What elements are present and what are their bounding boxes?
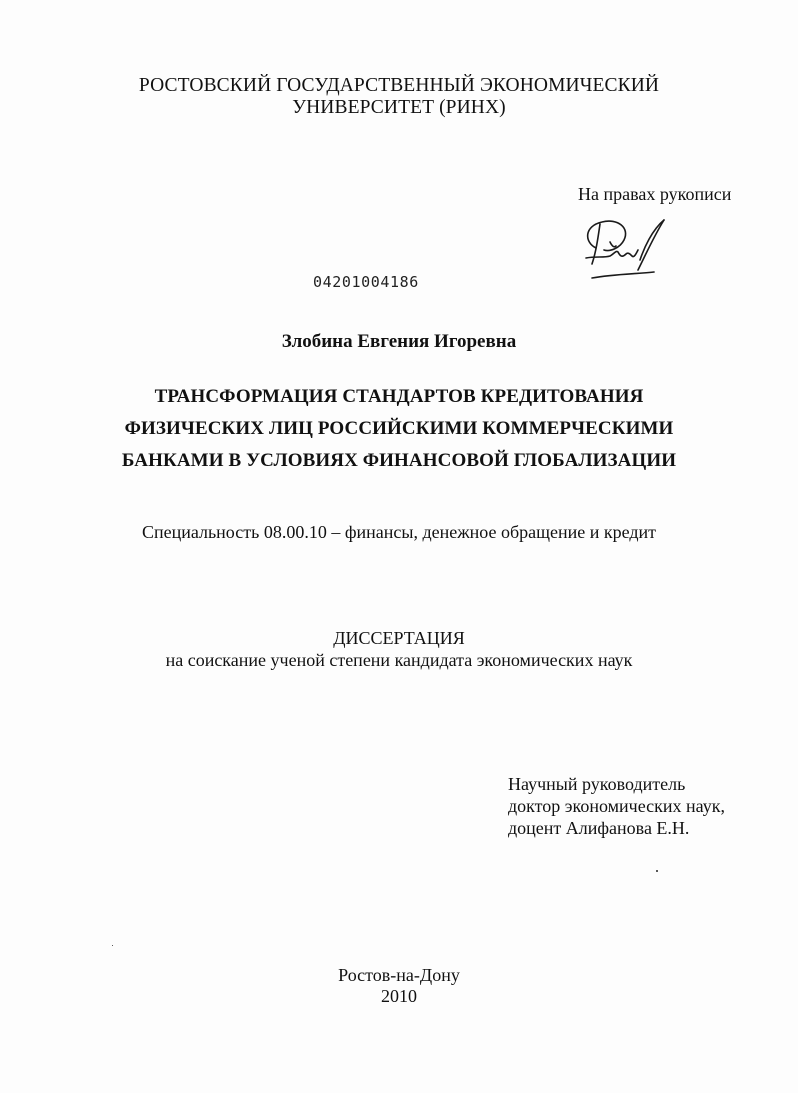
dissertation-purpose: на соискание ученой степени кандидата экономических наук (165, 650, 633, 670)
thesis-title-line3: БАНКАМИ В УСЛОВИЯХ ФИНАНСОВОЙ ГЛОБАЛИЗАЦИИ (121, 450, 677, 471)
thesis-title-line2: ФИЗИЧЕСКИХ ЛИЦ РОССИЙСКИМИ КОММЕРЧЕСКИМИ (124, 418, 674, 439)
author-name: Злобина Евгения Игоревна (281, 331, 517, 352)
author-signature (574, 212, 670, 284)
dissertation-type: ДИССЕРТАЦИЯ (333, 628, 465, 648)
thesis-title-line1: ТРАНСФОРМАЦИЯ СТАНДАРТОВ КРЕДИТОВАНИЯ (154, 386, 644, 407)
library-inventory-number: 04201004186 (313, 273, 419, 291)
university-name-line1: РОСТОВСКИЙ ГОСУДАРСТВЕННЫЙ ЭКОНОМИЧЕСКИЙ (138, 75, 660, 96)
scan-speck (112, 945, 113, 946)
year: 2010 (381, 986, 417, 1006)
scan-speck (656, 870, 658, 872)
manuscript-rights-note: На правах рукописи (578, 184, 732, 204)
supervisor-name: доцент Алифанова Е.Н. (508, 818, 690, 838)
supervisor-role: Научный руководитель (508, 774, 686, 794)
city: Ростов-на-Дону (338, 965, 460, 985)
specialty-code: Специальность 08.00.10 – финансы, денежное обращение и кредит (141, 522, 657, 542)
supervisor-degree: доктор экономических наук, (508, 796, 725, 816)
university-name-line2: УНИВЕРСИТЕТ (РИНХ) (292, 97, 506, 118)
